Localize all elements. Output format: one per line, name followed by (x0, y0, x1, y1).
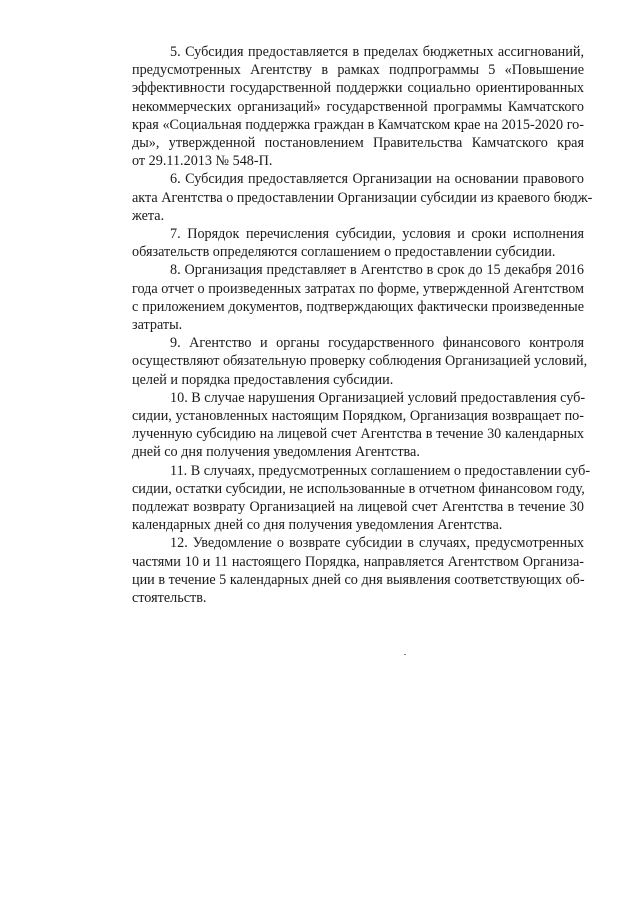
paragraph-line: с приложением документов, подтверждающих фактически произведенные (132, 298, 584, 315)
paragraph-line: года отчет о произведенных затратах по форме, утвержденной Агентством (132, 280, 584, 297)
paragraph-line: 5. Субсидия предоставляется в пределах бюджетных ассигнований, (170, 44, 584, 60)
paragraph-line: осуществляют обязательную проверку соблюдения Организацией условий, (132, 353, 588, 370)
scan-speck (404, 654, 406, 655)
paragraph-line: сидии, установленных настоящим Порядком, Организация возвращает по- (132, 408, 584, 425)
paragraph-line: стоятельств. (132, 590, 207, 607)
paragraph-line: ции в течение 5 календарных дней со дня выявления соответствующих об- (132, 571, 585, 588)
paragraph-line: края «Социальная поддержка граждан в Камчатском крае на 2015-2020 го- (132, 116, 584, 133)
paragraph-9 (94, 334, 588, 389)
paragraph-line: жета. (132, 207, 165, 224)
paragraph-8 (94, 261, 584, 334)
paragraph-line: календарных дней со дня получения уведомления Агентства. (132, 517, 503, 534)
paragraph-line: 9. Агентство и органы государственного финансового контроля (170, 335, 584, 352)
paragraph-line: лученную субсидию на лицевой счет Агентства в течение 30 календарных (132, 426, 584, 443)
paragraph-line: 8. Организация представляет в Агентство в срок до 15 декабря 2016 (170, 262, 584, 279)
paragraph-7 (94, 225, 584, 261)
paragraph-line: некоммерческих организаций» государственной программы Камчатского (132, 98, 584, 115)
paragraph-line: 7. Порядок перечисления субсидии, условия и сроки исполнения (170, 226, 584, 243)
paragraph-line: целей и порядка предоставления субсидии. (132, 371, 394, 388)
paragraph-10 (94, 389, 584, 462)
document-body (94, 43, 593, 607)
paragraph-line: обязательств определяются соглашением о предоставлении субсидии. (132, 244, 556, 261)
paragraph-line: затраты. (132, 317, 183, 334)
paragraph-5 (94, 43, 584, 170)
paragraph-line: акта Агентства о предоставлении Организации субсидии из краевого бюдж- (132, 189, 593, 206)
paragraph-line: 11. В случаях, предусмотренных соглашением о предоставлении суб- (170, 462, 591, 479)
paragraph-line: предусмотренных Агентству в рамках подпрограммы 5 «Повышение (132, 62, 584, 79)
paragraph-line: 10. В случае нарушения Организацией условий предоставления суб- (170, 389, 586, 406)
paragraph-11 (94, 462, 591, 535)
paragraph-line: частями 10 и 11 настоящего Порядка, направляется Агентством Организа- (132, 553, 584, 570)
paragraph-12 (94, 534, 584, 607)
paragraph-line: дней со дня получения уведомления Агентства. (132, 444, 420, 461)
paragraph-line: подлежат возврату Организацией на лицевой счет Агентства в течение 30 (132, 499, 584, 516)
paragraph-line: 12. Уведомление о возврате субсидии в случаях, предусмотренных (170, 535, 584, 552)
paragraph-line: сидии, остатки субсидии, не использованные в отчетном финансовом году, (132, 480, 585, 497)
paragraph-line: 6. Субсидия предоставляется Организации на основании правового (170, 171, 584, 188)
paragraph-6 (94, 170, 593, 225)
paragraph-line: эффективности государственной поддержки социально ориентированных (132, 80, 584, 97)
paragraph-line: от 29.11.2013 № 548-П. (132, 153, 273, 170)
paragraph-line: ды», утвержденной постановлением Правительства Камчатского края (132, 135, 584, 152)
